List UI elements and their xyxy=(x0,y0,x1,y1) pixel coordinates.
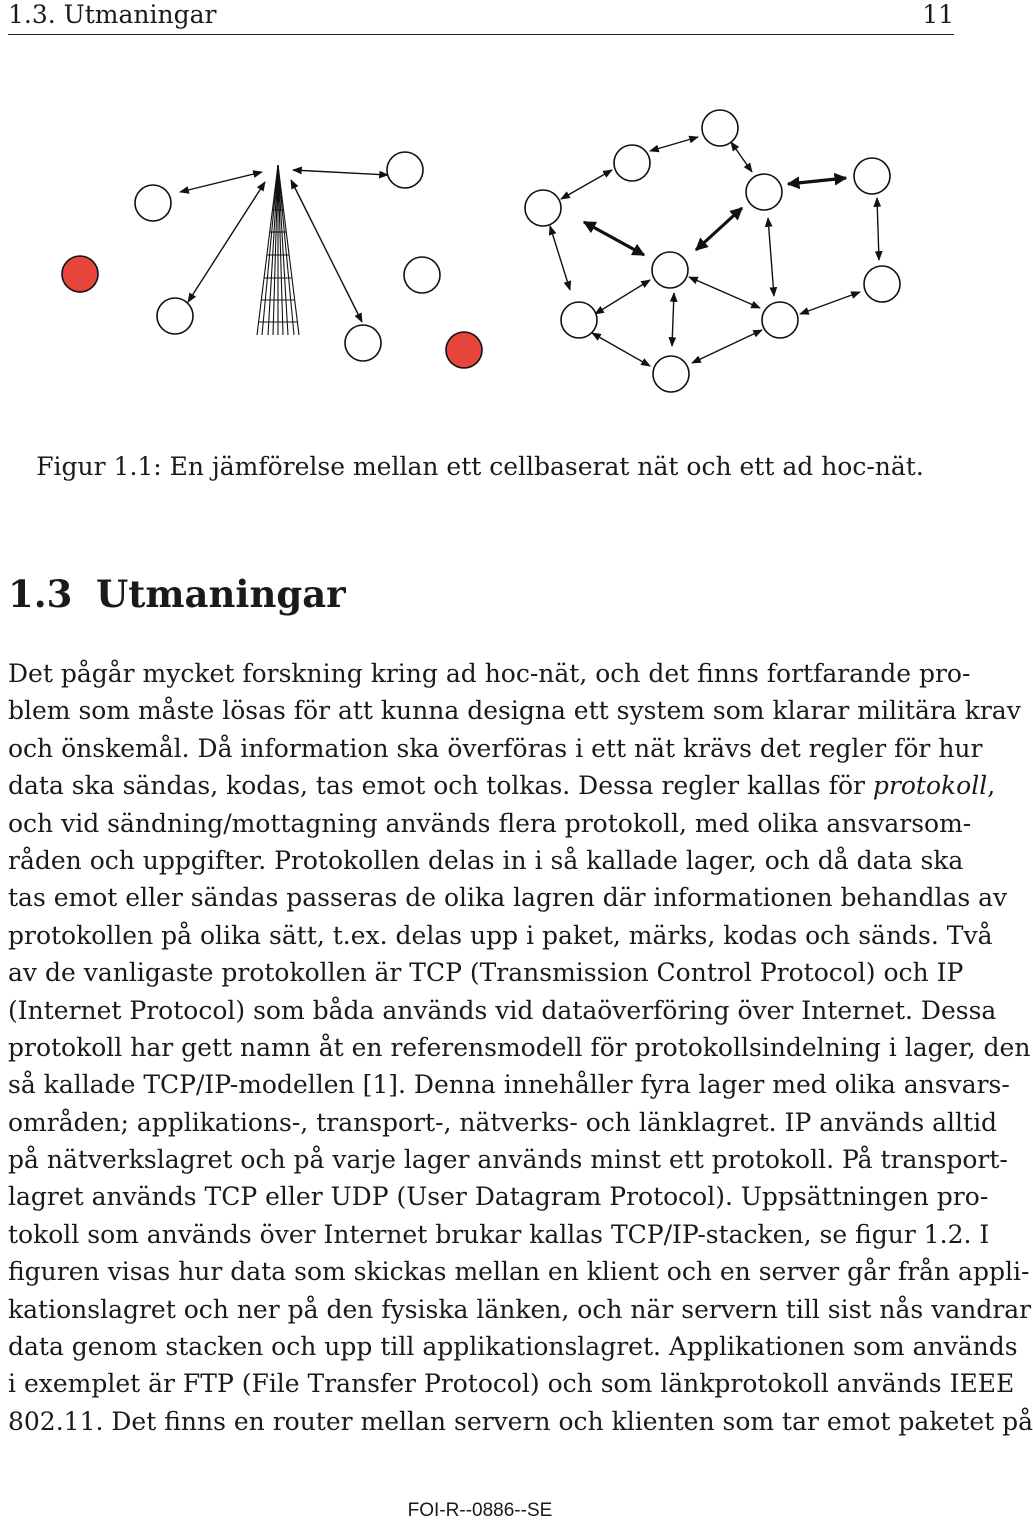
text-line: av de vanligaste protokollen är TCP (Transmission Control Protocol) och IP xyxy=(8,958,964,988)
network-node xyxy=(345,325,381,361)
network-node xyxy=(702,110,738,146)
text-line: i exemplet är FTP (File Transfer Protocol) och som länkprotokoll används IEEE xyxy=(8,1369,1015,1399)
text-line: kationslagret och ner på den fysiska länken, och när servern till sist nås vandrar xyxy=(8,1294,1032,1324)
text-line: protokollen på olika sätt, t.ex. delas upp i paket, märks, kodas och sänds. Två xyxy=(8,920,993,950)
text-line: tokoll som används över Internet brukar kallas TCP/IP-stacken, se figur 1.2. I xyxy=(8,1219,990,1249)
section-title: Utmaningar xyxy=(96,572,346,616)
text-line: figuren visas hur data som skickas mellan en klient och en server går från appli- xyxy=(8,1257,1030,1287)
text-line: och vid sändning/mottagning används flera protokoll, med olika ansvarsom- xyxy=(8,808,972,838)
highlighted-node xyxy=(446,332,482,368)
network-node xyxy=(525,190,561,226)
text-line: data ska sändas, kodas, tas emot och tolkas. Dessa regler kallas för protokoll, xyxy=(8,771,996,801)
network-node xyxy=(135,185,171,221)
network-node xyxy=(157,298,193,334)
network-comparison-figure xyxy=(0,100,960,400)
figure-caption: Figur 1.1: En jämförelse mellan ett cellbaserat nät och ett ad hoc-nät. xyxy=(36,452,924,481)
text-line: Det pågår mycket forskning kring ad hoc-nät, och det finns fortfarande pro- xyxy=(8,659,971,688)
text-line: råden och uppgifter. Protokollen delas in i så kallade lager, och då data ska xyxy=(8,845,964,875)
running-header xyxy=(8,0,954,35)
network-node xyxy=(854,158,890,194)
network-node xyxy=(864,266,900,302)
network-node xyxy=(652,252,688,288)
text-line: på nätverkslagret och på varje lager används minst ett protokoll. På transport- xyxy=(8,1145,1008,1175)
body-paragraph xyxy=(8,655,1033,1440)
network-node xyxy=(404,257,440,293)
text-line: och önskemål. Då information ska överföras i ett nät krävs det regler för hur xyxy=(8,733,983,763)
network-node xyxy=(653,356,689,392)
section-number: 1.3 xyxy=(8,572,73,616)
network-node xyxy=(746,174,782,210)
text-line: blem som måste lösas för att kunna designa ett system som klarar militära krav xyxy=(8,696,1021,726)
header-page-number: 11 xyxy=(922,0,954,29)
antenna-tower-icon xyxy=(257,165,299,335)
emphasis: protokoll xyxy=(872,771,988,801)
highlighted-node xyxy=(62,256,98,292)
section-heading xyxy=(8,572,346,616)
network-node xyxy=(561,302,597,338)
text-line: protokoll har gett namn åt en referensmodell för protokollsindelning i lager, den xyxy=(8,1032,1031,1062)
text-line: data genom stacken och upp till applikationslagret. Applikationen som används xyxy=(8,1332,1018,1362)
text-line: tas emot eller sändas passeras de olika lagren där informationen behandlas av xyxy=(8,883,1008,913)
text-line: 802.11. Det finns en router mellan servern och klienten som tar emot paketet på xyxy=(8,1406,1033,1436)
adhoc-network xyxy=(525,110,900,392)
network-node xyxy=(387,152,423,188)
text-line: lagret används TCP eller UDP (User Datagram Protocol). Uppsättningen pro- xyxy=(8,1182,989,1212)
text-line: (Internet Protocol) som båda används vid dataöverföring över Internet. Dessa xyxy=(8,995,997,1025)
cellular-network xyxy=(62,152,482,368)
header-section-title: 1.3. Utmaningar xyxy=(8,0,217,29)
network-node xyxy=(614,145,650,181)
network-node xyxy=(762,302,798,338)
report-footer: FOI-R--0886--SE xyxy=(407,1500,553,1521)
text-line: områden; applikations-, transport-, nätverks- och länklagret. IP används alltid xyxy=(8,1107,998,1137)
text-line: så kallade TCP/IP-modellen [1]. Denna innehåller fyra lager med olika ansvars- xyxy=(8,1070,1010,1100)
